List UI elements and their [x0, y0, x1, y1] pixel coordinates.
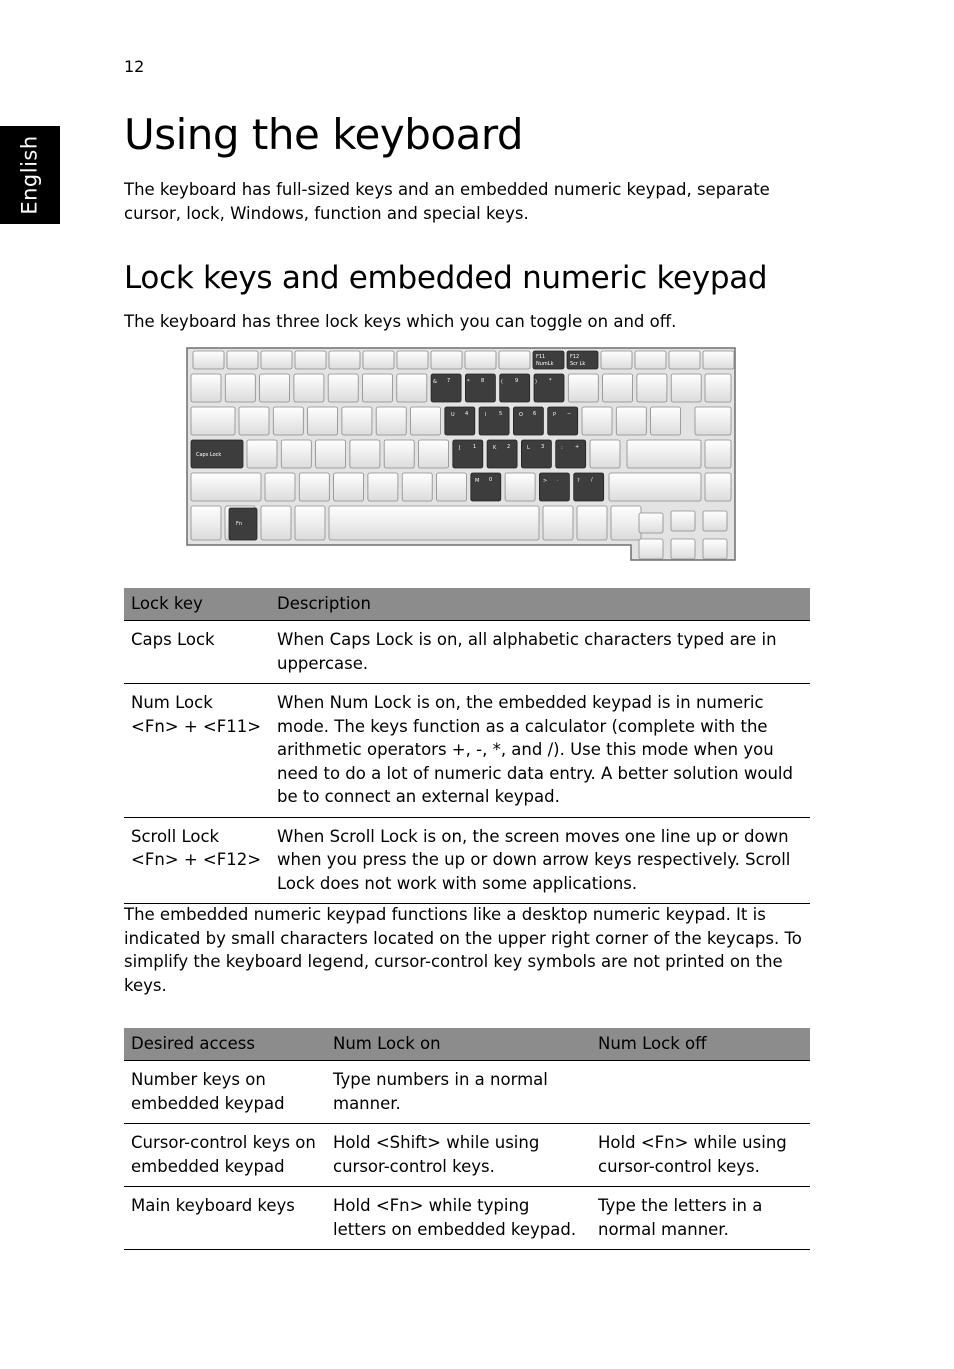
keycap [273, 407, 303, 435]
keycap [308, 407, 338, 435]
function-key [669, 351, 700, 369]
text-suffix: while using cursor-control keys. [598, 1133, 787, 1176]
keycap [384, 440, 414, 468]
keycap [411, 407, 441, 435]
keycap [191, 506, 221, 540]
lock-table-header-row [124, 588, 810, 621]
keycap [299, 473, 329, 501]
keypad-num-label: 9 [515, 378, 519, 384]
access-header-on: Num Lock on [326, 1028, 591, 1061]
keycap [505, 473, 535, 501]
keycap [419, 440, 449, 468]
keycap [453, 440, 483, 468]
keycap [616, 407, 646, 435]
keycap [281, 440, 311, 468]
text-prefix: Hold [333, 1196, 376, 1215]
intro-paragraph: The keyboard has full-sized keys and an embedded numeric keypad, separate cursor, lock, Windows, function and special keys. [124, 180, 770, 223]
fn-label: Fn [236, 521, 243, 527]
lock-key-cell [124, 684, 270, 818]
language-tab-label: English [18, 135, 43, 215]
keypad-main-label: U [451, 412, 455, 418]
keypad-main-label: > [543, 478, 548, 484]
keypad-num-label: 5 [499, 411, 503, 417]
keycap [368, 473, 398, 501]
section-intro: The keyboard has three lock keys which you can toggle on and off. [124, 312, 677, 331]
key-name: <Shift> [375, 1133, 441, 1152]
language-tab [0, 126, 60, 224]
lock-key-cell [124, 817, 270, 904]
keypad-num-label: 4 [465, 411, 469, 417]
keypad-main-label: I [485, 412, 487, 418]
keypad-main-label: O [519, 412, 523, 418]
keycap [363, 374, 393, 402]
keycap [402, 473, 432, 501]
access-cell: Main keyboard keys [124, 1187, 326, 1250]
keypad-main-label: * [467, 379, 470, 385]
table-row [124, 1124, 810, 1187]
keycap [671, 539, 695, 559]
lock-key-name: Num Lock [131, 693, 213, 712]
keycap [191, 374, 221, 402]
keycap [445, 407, 475, 435]
num-lock-on-cell [326, 1124, 591, 1187]
page-title: Using the keyboard [124, 110, 524, 159]
keycap [513, 407, 543, 435]
keycap [376, 407, 406, 435]
keycap [705, 374, 731, 402]
keycap [577, 506, 607, 540]
lock-description-cell: When Num Lock is on, the embedded keypad is in numeric mode. The keys function as a calculator (complete with the arithmetic operators +, -, *, and /). Use this mode when you need to do a lot of numeric data entry. A better solution would be to connect an external keypad. [270, 684, 810, 818]
f12-sublabel: Scr Lk [570, 361, 586, 367]
lock-description-cell: When Scroll Lock is on, the screen moves one line up or down when you press the up or down arrow keys respectively. Scroll Lock does not work with some applications. [270, 817, 810, 904]
keypad-main-label: P [553, 412, 557, 418]
keypad-main-label: ) [535, 379, 537, 385]
key-name: <Fn> [640, 1133, 689, 1152]
keycap [437, 473, 467, 501]
keycap [695, 407, 731, 435]
text-prefix: Hold [333, 1133, 376, 1152]
function-key [499, 351, 530, 369]
function-key [261, 351, 292, 369]
access-table [124, 1028, 810, 1250]
lock-key-combo: <Fn> + <F12> [131, 850, 262, 869]
f11-label: F11 [536, 354, 546, 360]
num-lock-on-cell: Type numbers in a normal manner. [326, 1061, 591, 1124]
lock-key-combo: <Fn> + <F11> [131, 716, 262, 736]
num-lock-off-cell [591, 1124, 810, 1187]
keycap [295, 506, 325, 540]
f11-sublabel: NumLk [536, 361, 554, 367]
keycap [703, 511, 727, 531]
keycap [627, 440, 701, 468]
function-key [431, 351, 462, 369]
lock-description-cell: When Caps Lock is on, all alphabetic characters typed are in uppercase. [270, 621, 810, 684]
keypad-num-label: 3 [541, 444, 545, 450]
table-row [124, 1061, 810, 1124]
lock-keys-table [124, 588, 810, 904]
keypad-paragraph: The embedded numeric keypad functions like a desktop numeric keypad. It is indicated by small characters located on the upper right corner of the keycaps. To simplify the keyboard legend, cursor-control key symbols are not printed on the keys. [124, 905, 802, 995]
table-row [124, 684, 810, 818]
keypad-num-label: 0 [489, 477, 493, 483]
access-table-header-row [124, 1028, 810, 1061]
keycap [479, 407, 509, 435]
keycap [703, 539, 727, 559]
function-key [601, 351, 632, 369]
keycap [261, 506, 291, 540]
keycap [582, 407, 612, 435]
keycap [637, 374, 667, 402]
keypad-main-label: J [459, 445, 461, 451]
keycap [239, 407, 269, 435]
keypad-main-label: ? [577, 478, 580, 484]
function-key [703, 351, 734, 369]
keycap [521, 440, 551, 468]
keypad-num-label: 7 [447, 378, 451, 384]
text-suffix: while typing letters on embedded keypad. [333, 1196, 577, 1239]
page-number: 12 [124, 57, 145, 76]
keycap [328, 374, 358, 402]
lock-key-cell [124, 621, 270, 684]
function-key [295, 351, 326, 369]
text-suffix: while using cursor-control keys. [333, 1133, 540, 1176]
keypad-num-label: − [567, 411, 572, 417]
keypad-num-label: 8 [481, 378, 485, 384]
text-prefix: Hold [598, 1133, 641, 1152]
keycap [705, 440, 731, 468]
function-key [397, 351, 428, 369]
keycap [350, 440, 380, 468]
table-row [124, 621, 810, 684]
keycap [397, 374, 427, 402]
keycap [225, 374, 255, 402]
keycap [611, 506, 641, 540]
access-header-desired: Desired access [124, 1028, 326, 1061]
keycap [191, 407, 235, 435]
keypad-num-label: . [557, 477, 559, 483]
access-cell: Number keys on embedded keypad [124, 1061, 326, 1124]
fn-key [229, 508, 257, 540]
keypad-num-label: 1 [473, 444, 477, 450]
function-key [465, 351, 496, 369]
spacebar [329, 506, 539, 540]
table-row [124, 817, 810, 904]
keycap [590, 440, 620, 468]
keypad-num-label: 6 [533, 411, 537, 417]
key-name: <Fn> [375, 1196, 424, 1215]
keycap [651, 407, 681, 435]
keypad-num-label: 2 [507, 444, 511, 450]
lock-table-header-key: Lock key [124, 588, 270, 621]
access-cell: Cursor-control keys on embedded keypad [124, 1124, 326, 1187]
keycap [705, 473, 731, 501]
keycap [316, 440, 346, 468]
function-key [329, 351, 360, 369]
keycap [568, 374, 598, 402]
num-lock-off-cell: Type the letters in a normal manner. [591, 1187, 810, 1250]
function-key [193, 351, 224, 369]
num-lock-off-cell [591, 1061, 810, 1124]
keycap [260, 374, 290, 402]
keycap [609, 473, 701, 501]
keycap [247, 440, 277, 468]
section-heading: Lock keys and embedded numeric keypad [124, 260, 768, 296]
f12-label: F12 [570, 354, 580, 360]
keypad-main-label: & [433, 379, 437, 385]
lock-table-header-description: Description [270, 588, 810, 621]
keypad-num-label: * [549, 378, 552, 384]
keyboard-illustration [183, 345, 738, 563]
caps-lock-label: Caps Lock [196, 452, 222, 458]
keycap [342, 407, 372, 435]
keypad-main-label: : [561, 445, 563, 451]
keycap [603, 374, 633, 402]
keycap [671, 511, 695, 531]
keypad-main-label: K [493, 445, 497, 451]
lock-key-name: Scroll Lock [131, 826, 220, 846]
num-lock-on-cell [326, 1187, 591, 1250]
keypad-num-label: + [575, 444, 580, 450]
keycap [265, 473, 295, 501]
keypad-main-label: M [475, 478, 480, 484]
keycap [294, 374, 324, 402]
function-key [227, 351, 258, 369]
function-key [635, 351, 666, 369]
keycap [334, 473, 364, 501]
keycap [191, 473, 261, 501]
keycap [671, 374, 701, 402]
keycap [487, 440, 517, 468]
keypad-num-label: / [591, 477, 593, 483]
keypad-main-label: L [527, 445, 530, 451]
keycap [639, 539, 663, 559]
table-row [124, 1187, 810, 1250]
lock-key-name: Caps Lock [131, 630, 215, 649]
keycap [543, 506, 573, 540]
access-header-off: Num Lock off [591, 1028, 810, 1061]
keypad-main-label: ( [501, 379, 503, 385]
keycap [639, 513, 663, 533]
function-key [363, 351, 394, 369]
